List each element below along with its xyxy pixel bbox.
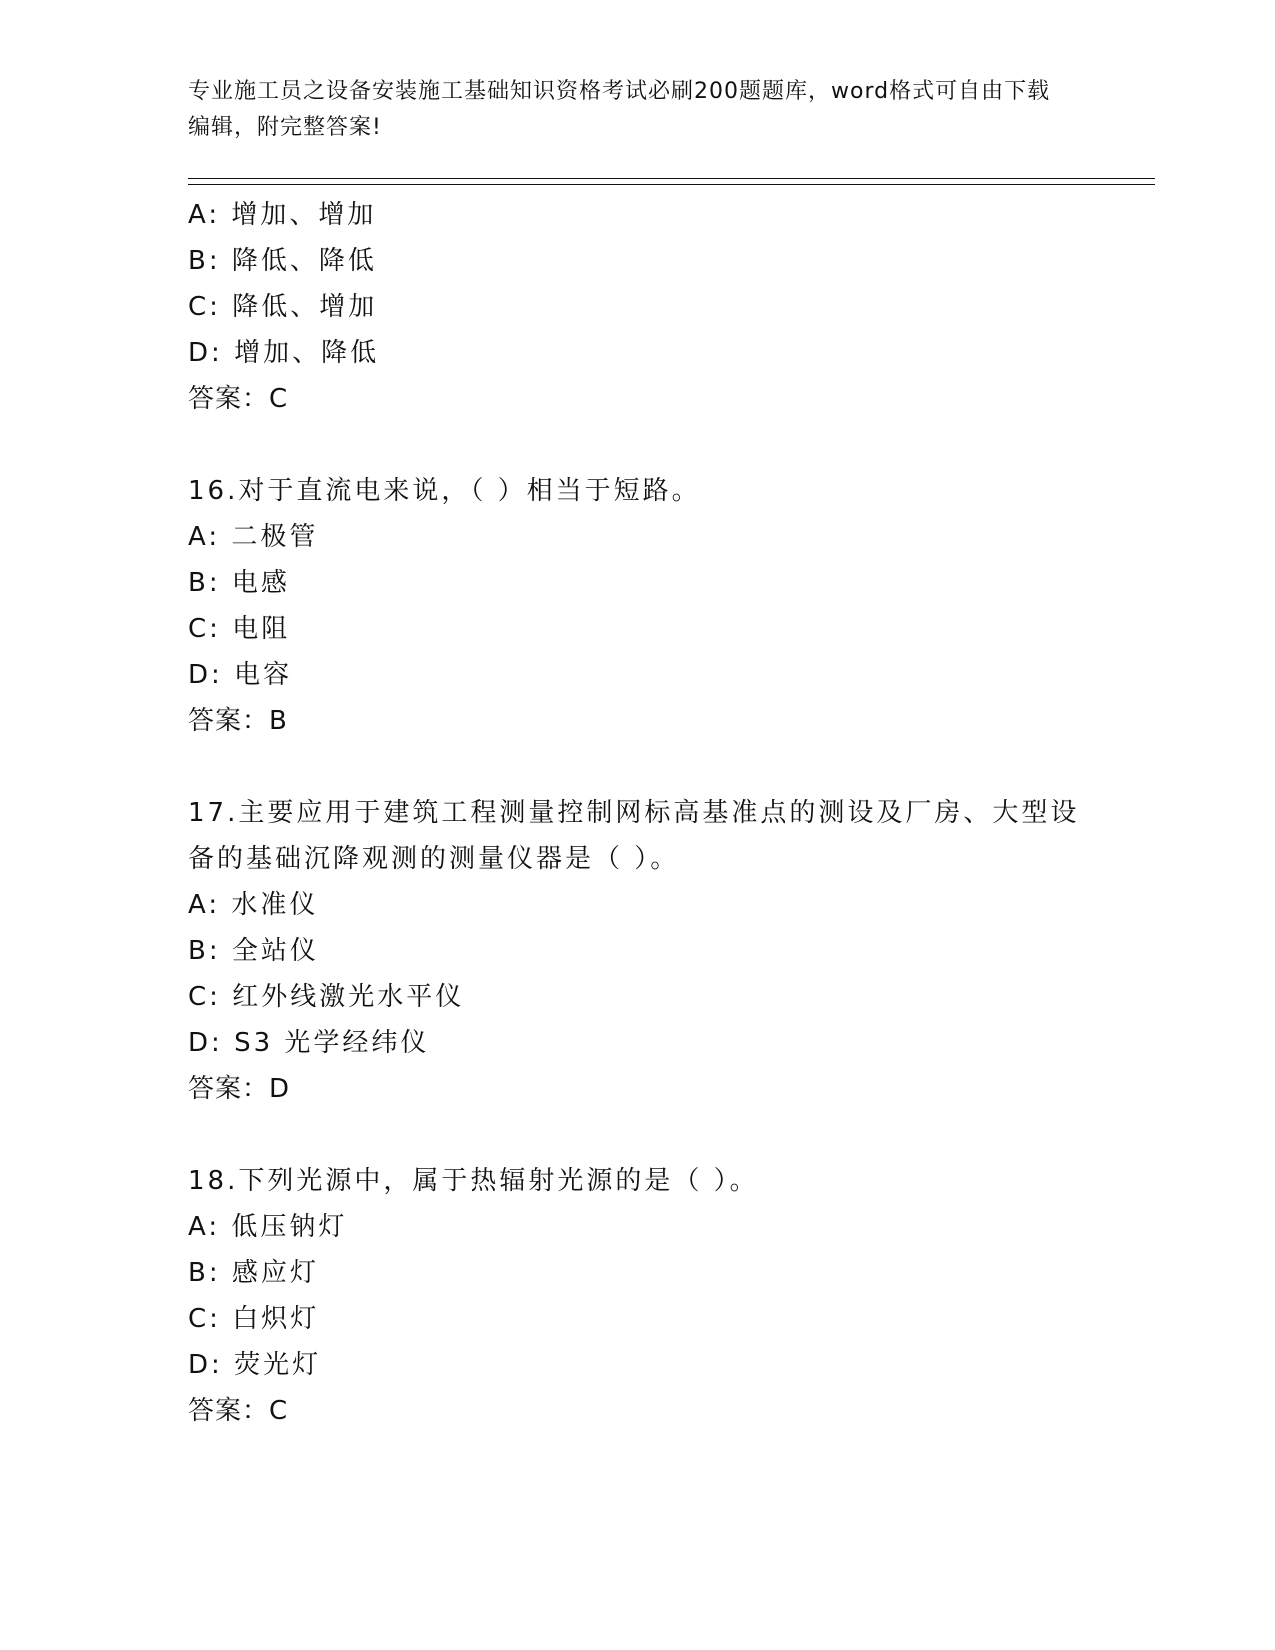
answer-prefix: 答案： bbox=[188, 1074, 270, 1104]
header-double-rule bbox=[188, 178, 1155, 185]
option-line: C: 红外线激光水平仪 bbox=[188, 982, 465, 1012]
option-line: B: 感应灯 bbox=[188, 1258, 319, 1288]
option-label: D bbox=[188, 660, 212, 690]
option-line: D: 荧光灯 bbox=[188, 1350, 322, 1380]
option-text: 白炽灯 bbox=[232, 1304, 320, 1334]
option-text: 增加、降低 bbox=[234, 338, 380, 368]
option-label: D bbox=[188, 338, 212, 368]
option-label: B bbox=[188, 568, 209, 598]
question-18 bbox=[188, 1158, 1138, 1434]
option-line: A: 增加、增加 bbox=[188, 200, 377, 230]
answer-line bbox=[188, 1388, 1138, 1434]
answer-line bbox=[188, 698, 1138, 744]
option-text: 增加、增加 bbox=[231, 200, 377, 230]
option-line: C: 降低、增加 bbox=[188, 292, 378, 322]
answer-value: D bbox=[269, 1074, 291, 1104]
answer-prefix: 答案： bbox=[188, 706, 270, 736]
answer-value: C bbox=[269, 1396, 289, 1426]
question-stem bbox=[188, 1158, 1088, 1204]
option-text: S3 光学经纬仪 bbox=[234, 1028, 430, 1058]
answer-prefix: 答案： bbox=[188, 384, 270, 414]
option-text: 水准仪 bbox=[231, 890, 319, 920]
option-label: C bbox=[188, 982, 210, 1012]
option-line: A: 二极管 bbox=[188, 522, 319, 552]
option-line: C: 白炽灯 bbox=[188, 1304, 320, 1334]
answer-value: B bbox=[269, 706, 288, 736]
spacer bbox=[188, 1112, 1138, 1158]
option-label: A bbox=[188, 522, 209, 552]
document-header: 专业施工员之设备安装施工基础知识资格考试必刷200题题库，word格式可自由下载编辑，附完整答案! bbox=[188, 79, 1051, 140]
option-text: 感应灯 bbox=[231, 1258, 319, 1288]
option-line: B: 电感 bbox=[188, 568, 290, 598]
partial-question bbox=[188, 192, 1138, 422]
question-content bbox=[188, 192, 1138, 1434]
option-label: A bbox=[188, 200, 209, 230]
option-label: A bbox=[188, 1212, 209, 1242]
option-line: B: 降低、降低 bbox=[188, 246, 377, 276]
option-line: A: 水准仪 bbox=[188, 890, 319, 920]
option-text: 红外线激光水平仪 bbox=[232, 982, 465, 1012]
answer-line bbox=[188, 376, 1138, 422]
option-line: B: 全站仪 bbox=[188, 936, 319, 966]
question-stem bbox=[188, 790, 1088, 882]
option-text: 降低、降低 bbox=[231, 246, 377, 276]
option-label: B bbox=[188, 246, 209, 276]
option-text: 电阻 bbox=[232, 614, 291, 644]
option-label: A bbox=[188, 890, 209, 920]
option-text: 荧光灯 bbox=[234, 1350, 322, 1380]
option-line: A: 低压钠灯 bbox=[188, 1212, 348, 1242]
spacer bbox=[188, 744, 1138, 790]
option-line: D: 电容 bbox=[188, 660, 293, 690]
option-label: C bbox=[188, 292, 210, 322]
question-number: 16. bbox=[188, 476, 239, 506]
option-text: 电容 bbox=[234, 660, 293, 690]
question-stem bbox=[188, 468, 1088, 514]
question-text: 主要应用于建筑工程测量控制网标高基准点的测设及厂房、大型设备的基础沉降观测的测量仪器是（ ）。 bbox=[188, 798, 1080, 874]
option-text: 二极管 bbox=[231, 522, 319, 552]
answer-value: C bbox=[269, 384, 289, 414]
question-number: 18. bbox=[188, 1166, 239, 1196]
option-line: D: 增加、降低 bbox=[188, 338, 380, 368]
option-label: C bbox=[188, 1304, 210, 1334]
option-label: B bbox=[188, 1258, 209, 1288]
answer-line bbox=[188, 1066, 1138, 1112]
question-text: 下列光源中，属于热辐射光源的是（ ）。 bbox=[238, 1166, 759, 1196]
question-number: 17. bbox=[188, 798, 239, 828]
option-text: 降低、增加 bbox=[232, 292, 378, 322]
option-text: 全站仪 bbox=[231, 936, 319, 966]
option-line: D: S3 光学经纬仪 bbox=[188, 1028, 430, 1058]
option-label: B bbox=[188, 936, 209, 966]
spacer bbox=[188, 422, 1138, 468]
option-line: C: 电阻 bbox=[188, 614, 291, 644]
option-label: D bbox=[188, 1350, 212, 1380]
option-label: C bbox=[188, 614, 210, 644]
question-16 bbox=[188, 468, 1138, 744]
answer-prefix: 答案： bbox=[188, 1396, 270, 1426]
option-text: 电感 bbox=[231, 568, 290, 598]
question-text: 对于直流电来说，（ ）相当于短路。 bbox=[238, 476, 701, 506]
option-label: D bbox=[188, 1028, 212, 1058]
question-17 bbox=[188, 790, 1138, 1112]
option-text: 低压钠灯 bbox=[231, 1212, 348, 1242]
